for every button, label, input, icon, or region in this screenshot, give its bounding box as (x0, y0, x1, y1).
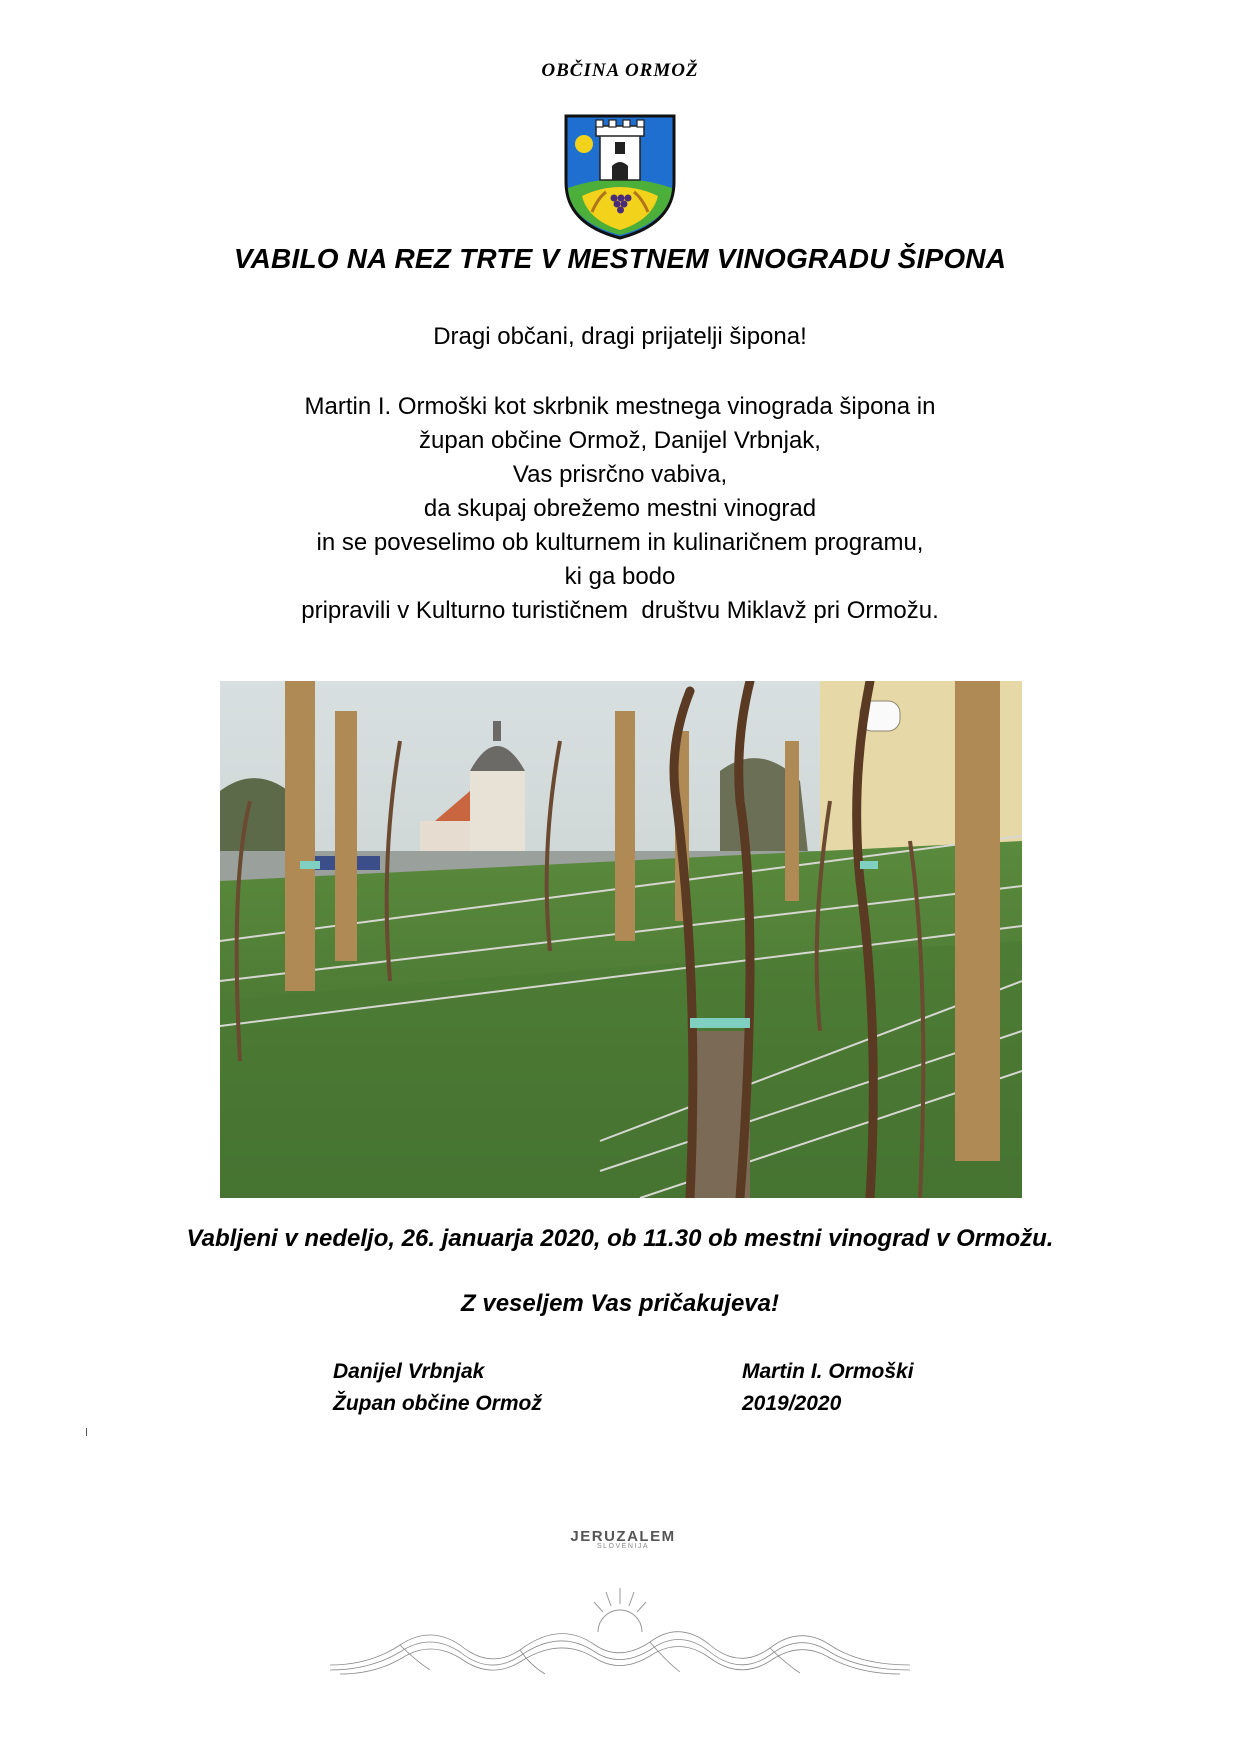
body-line: ki ga bodo (564, 563, 676, 590)
signature-role: Župan občine Ormož (333, 1392, 542, 1415)
body-line: pripravili v Kulturno turističnem društvu Miklavž pri Ormožu. (301, 597, 939, 624)
signature-name: Martin I. Ormoški (742, 1360, 914, 1383)
rolling-hills-ornament (330, 1570, 910, 1680)
signature-vineyard-keeper (742, 1356, 914, 1420)
event-date-place: Vabljeni v nedeljo, 26. januarja 2020, ob 11.30 ob mestni vinograd v Ormožu. (186, 1225, 1054, 1252)
signature-name: Danijel Vrbnjak (333, 1360, 485, 1383)
body-line: Martin I. Ormoški kot skrbnik mestnega vinograda šipona in (304, 393, 936, 420)
invitation-body (0, 390, 1240, 628)
body-line: in se poveselimo ob kulturnem in kulinaričnem programu, (316, 529, 924, 556)
closing-line: Z veseljem Vas pričakujeva! (461, 1290, 779, 1317)
stray-mark (86, 1428, 87, 1436)
greeting: Dragi občani, dragi prijatelji šipona! (433, 323, 807, 350)
signature-role: 2019/2020 (742, 1392, 842, 1415)
logo-name: JERUZALEM (570, 1528, 676, 1545)
logo-subtitle: SLOVENIJA (596, 1543, 649, 1550)
vineyard-photo (220, 681, 1022, 1198)
body-line: da skupaj obrežemo mestni vinograd (423, 495, 817, 522)
body-line: župan občine Ormož, Danijel Vrbnjak, (419, 427, 821, 454)
signature-mayor (333, 1356, 542, 1420)
jeruzalem-logo (568, 1528, 678, 1564)
body-line: Vas prisrčno vabiva, (512, 461, 728, 488)
invitation-title: VABILO NA REZ TRTE V MESTNEM VINOGRADU ŠIPONA (233, 243, 1007, 274)
coat-of-arms (562, 112, 678, 240)
municipality-name: OBČINA ORMOŽ (541, 60, 699, 81)
